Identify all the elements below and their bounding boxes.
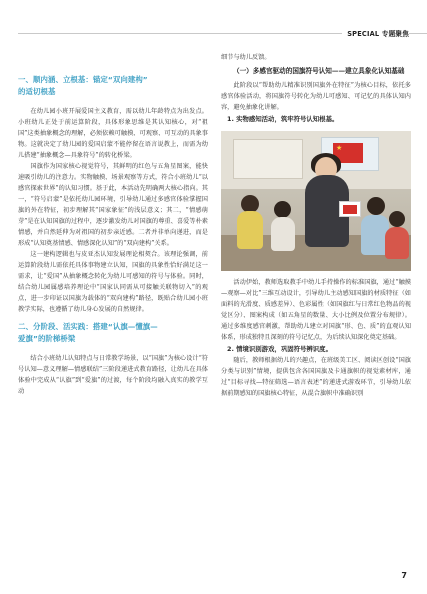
header-title (342, 28, 409, 38)
section-2-title-line-1: 二、分阶段、活实践：搭建“认旗—懂旗— (18, 322, 158, 331)
flag-star-icon: ★ (336, 143, 343, 152)
body-paragraph: 结合小班幼儿认知特点与日常教学场景，以“国旗”为核心设计“符号认知—意义理解—情感联结”三阶段递进式教育路径，让幼儿在具体体验中完成从“认旗”到“爱旗”的过渡，每个阶段均融入真实的教学互动 (18, 355, 208, 395)
flag-card-image (343, 205, 357, 214)
child-figure-head (241, 195, 259, 213)
child-figure-head (389, 211, 405, 227)
body-paragraph: 这一建构逻辑也与皮亚杰认知发展理论相契合。该理论强调，前运算阶段幼儿需依托具体事物建立认知，国旗的具象性恰好满足这一需求，让“爱国”从抽象概念转化为幼儿可感知的符号与体验。同时，结合幼儿园属感培养理论中“国家认同需从可接触关联物切入”的观点，进一步印证以国旗为载体的“双向建构”路径，既贴合幼儿园小班教学实际，也遵循了幼儿身心发展的自然规律。 (18, 251, 208, 313)
header-label-zh: 专题聚焦 (381, 30, 409, 38)
body-paragraph: 细节与幼儿反馈。 (221, 54, 271, 61)
page-number: 7 (401, 571, 407, 580)
child-figure (271, 217, 295, 251)
flag-card (339, 201, 361, 217)
subsection-heading: （一）多感官驱动的国旗符号认知——建立具象化认知基础 (233, 67, 405, 75)
page-header (0, 28, 427, 40)
body-paragraph: 此阶段以“帮助幼儿精准识别国旗外在特征”为核心目标，依托多感官体验活动，将国旗符号转化为幼儿可感知、可记忆的具体认知内容，避免抽象化讲解。 (221, 81, 411, 111)
child-figure (385, 227, 409, 259)
activity-heading-1: 1. 实物感知活动，筑牢符号认知根基。 (227, 114, 339, 123)
classroom-photo (221, 131, 411, 271)
photo-bulletin-board (233, 139, 303, 179)
body-paragraph: 国旗作为国家核心视觉符号，其鲜明的红色与五角星图案，能快速吸引幼儿的注意力。实物触摸、场景观察等方式，符合小班幼儿“以感官探索世界”的认知习惯。基于此，本活动先明确两大核心指向。其一，“符号启蒙”是依托幼儿园环境，引导幼儿通过多感官体验掌握国旗的外在特征，初步理解其“国家象征”的浅层意义；其二，“情感萌芽”是在认知国旗的过程中，逐步激发幼儿对国旗的尊重、喜爱等朴素情感，并自然延伸为对祖国的初步亲近感。二者并非单向递进，而是形成“认知奠基情感、情感深化认知”的“双向建构”关系。 (18, 163, 208, 247)
activity-heading-2: 2. 情境识别游戏，巩固符号辨识度。 (227, 344, 332, 353)
section-2-title-line-2: 爱旗”的阶梯桥梁 (18, 334, 76, 343)
header-label-en: SPECIAL (347, 30, 380, 38)
child-figure-head (367, 197, 385, 215)
section-1-title-line-2: 的适切根基 (18, 87, 56, 96)
section-1-title-line-1: 一、顺内涵、立根基：锚定“双向建构” (18, 75, 148, 84)
child-figure (237, 211, 263, 249)
right-column (221, 52, 411, 399)
child-figure-head (274, 201, 291, 218)
section-1-heading (18, 74, 208, 98)
body-paragraph: 随后，教师根据幼儿的兴趣点，在班级美工区、阅读区创设“国旗分类与识别”情境，提供包含各国国旗及卡通旗帜的视觉素材库，通过“目标寻找—特征筛选—语言表述”的递进式游戏环节，引导幼儿依据前期感知的国旗核心特征，从混合旗帜中准确识别 (221, 356, 411, 397)
body-paragraph: 在幼儿园小班开展爱国主义教育，需以幼儿年龄特点为出发点。小班幼儿正处于前运算阶段，具体形象思维是其认知核心，对“祖国”这类抽象概念的理解，必须依赖可触摸、可观察、可互动的具象事物。这就决定了幼儿园的爱国启蒙不能停留在语言说教上，而需为幼儿搭建“抽象概念—具象符号”的转化桥梁。 (18, 108, 208, 159)
left-column (18, 52, 208, 397)
body-paragraph: 活动伊始，教师选取教手中幼儿手持操作的标准国旗，通过“触摸—观察—对比”三维互动设计，引导幼儿主动感知国旗的材质特征（如面料的光滑度、质感差异）、色彩属性（如国旗红与日常红色物品的视觉区分）、图案构成（如五角星的数量、大小比例及位置分布规律）。通过多维度感官刺激，帮助幼儿建立对国旗“形、色、质”的直观认知体系，形成独特且深刻的符号记忆点，为后续认知深化奠定基础。 (221, 278, 411, 341)
section-2-heading (18, 321, 208, 345)
